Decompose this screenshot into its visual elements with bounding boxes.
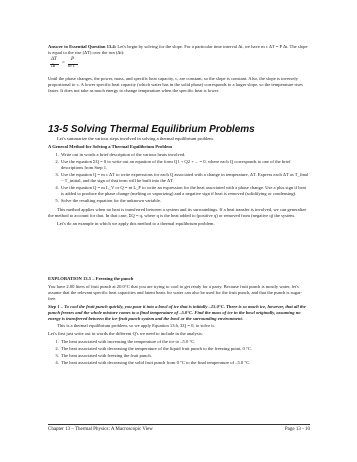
step1-label: Step 1 – To cool the fruit punch quickly, you pour it into a bowl of ice that is initially –15.0°C. bbox=[48, 303, 225, 309]
footer-chapter: Chapter 13 – Thermal Physics: A Macroscopic View bbox=[48, 427, 153, 432]
method-step: 2. Use the equation ΣQ = 0 to write out an equation of the form Q1 + Q2 + ... = 0, where each Q corresponds to one of the brief descriptions from Step 1. bbox=[60, 159, 310, 171]
method-step: 4. Use the equation Q = m L_V or Q = m L_F to write an expression for the heat associated with a phase change. Use a plus sign if heat is added to produce the phase change (melting or vaporizing) and a negative sign if heat is removed (solidifying or condensing). bbox=[60, 185, 310, 197]
eq-lhs-numerator: ΔT bbox=[51, 57, 57, 62]
method-step: 5. Solve the resulting equation for the unknown variable. bbox=[60, 198, 310, 204]
heat-item: 1. The heat associated with increasing the temperature of the ice to –5.0 °C. bbox=[60, 339, 310, 345]
heats-list bbox=[48, 339, 310, 367]
after-equation-paragraph bbox=[48, 76, 310, 96]
method-step: 1. Write out in words a brief description of the various heats involved. bbox=[60, 152, 310, 158]
answer-text: Let's begin by solving for the slope. For a particular time interval Δt, we have m c ΔT = P Δt. The slope is equal to the rise (ΔT) over the run (Δt): bbox=[48, 44, 308, 55]
method-steps bbox=[48, 152, 310, 205]
problem-note: This is a thermal equilibrium problem, so we apply Equation 13.6, ΣQ = 0, to solve it. bbox=[57, 323, 215, 329]
method-note: This method applies when no heat is transferred between a system and its surroundings. If a heat transfer is involved, we can generalize the method to account for that. In that case, ΣQ = q, where q is the heat added to (positive q) or removed from (negative q) the system. bbox=[48, 207, 307, 219]
heat-item: 3. The heat associated with freezing the fruit punch. bbox=[60, 353, 310, 359]
eq-equals: = bbox=[62, 60, 65, 66]
eq-rhs-numerator: P bbox=[71, 57, 75, 62]
exploration-title: EXPLORATION 13.5 – Freezing the punch bbox=[48, 276, 134, 281]
heat-item: 4. The heat associated with decreasing the solid fruit punch from 0 °C to the final temperature of –5.0 °C. bbox=[60, 360, 310, 366]
method-section bbox=[48, 136, 310, 229]
section-title: 13-5 Solving Thermal Equilibrium Problems bbox=[48, 124, 255, 135]
after-equation-text: Until the phase changes, the power, mass, and specific heat capacity, c, are constant, so the slope is constant. Also, the slope is inversely proportional to c. A lower specific heat capacity (which water has in the solid phase) corresponds to a larger slope, so the temperature rises faster. It does not take as much energy to change temperature when the specific heat is lower. bbox=[48, 76, 303, 93]
footer-page-number: Page 13 - 10 bbox=[284, 427, 310, 432]
footer-rule bbox=[48, 424, 310, 425]
list-intro: Let's first just write out in words the different Q's we need to include in the analysis: bbox=[48, 331, 203, 337]
heat-item: 2. The heat associated with decreasing the temperature of the liquid fruit punch to the freezing point, 0 °C. bbox=[60, 346, 310, 352]
slope-equation bbox=[50, 57, 110, 73]
method-title: A General Method for Solving a Thermal Equilibrium Problem bbox=[48, 144, 173, 149]
eq-rhs-denominator: m c bbox=[68, 64, 76, 69]
eq-lhs-denominator: Δt bbox=[51, 64, 56, 69]
page-footer bbox=[48, 426, 310, 434]
exploration-section bbox=[48, 276, 310, 368]
answer-label: Answer to Essential Question 13.4: bbox=[48, 44, 117, 49]
method-step: 3. Use the equation Q = m c ΔT to write expressions for each Q associated with a change in temperature, ΔT. Express each ΔT as T_final − T_initial, and the sign of that term will be built into the ΔT. bbox=[60, 172, 310, 184]
answer-paragraph bbox=[48, 44, 310, 58]
section-intro: Let's summarize the various steps involved in solving a thermal equilibrium problem. bbox=[57, 136, 214, 141]
exploration-text: You have 2.00 liters of fruit punch at 20.0°C that you are trying to cool to get ready for a party. Because fruit punch is mostly water, let's assume that the relevant specific heat capacities and latent heats for water can also be used for the fruit punch, and that the punch is sugar-free. bbox=[48, 283, 302, 301]
example-intro: Let's do an example in which we apply this method to a thermal equilibrium problem. bbox=[57, 221, 215, 227]
step1-text: There is so much ice, however, that all the punch freezes and the whole mixture comes to a final temperature of –5.0°C. Find the mass of ice in the bowl originally, assuming no energy is transferred between the ice-fruit punch system and the bowl or the surrounding environment. bbox=[48, 303, 306, 321]
